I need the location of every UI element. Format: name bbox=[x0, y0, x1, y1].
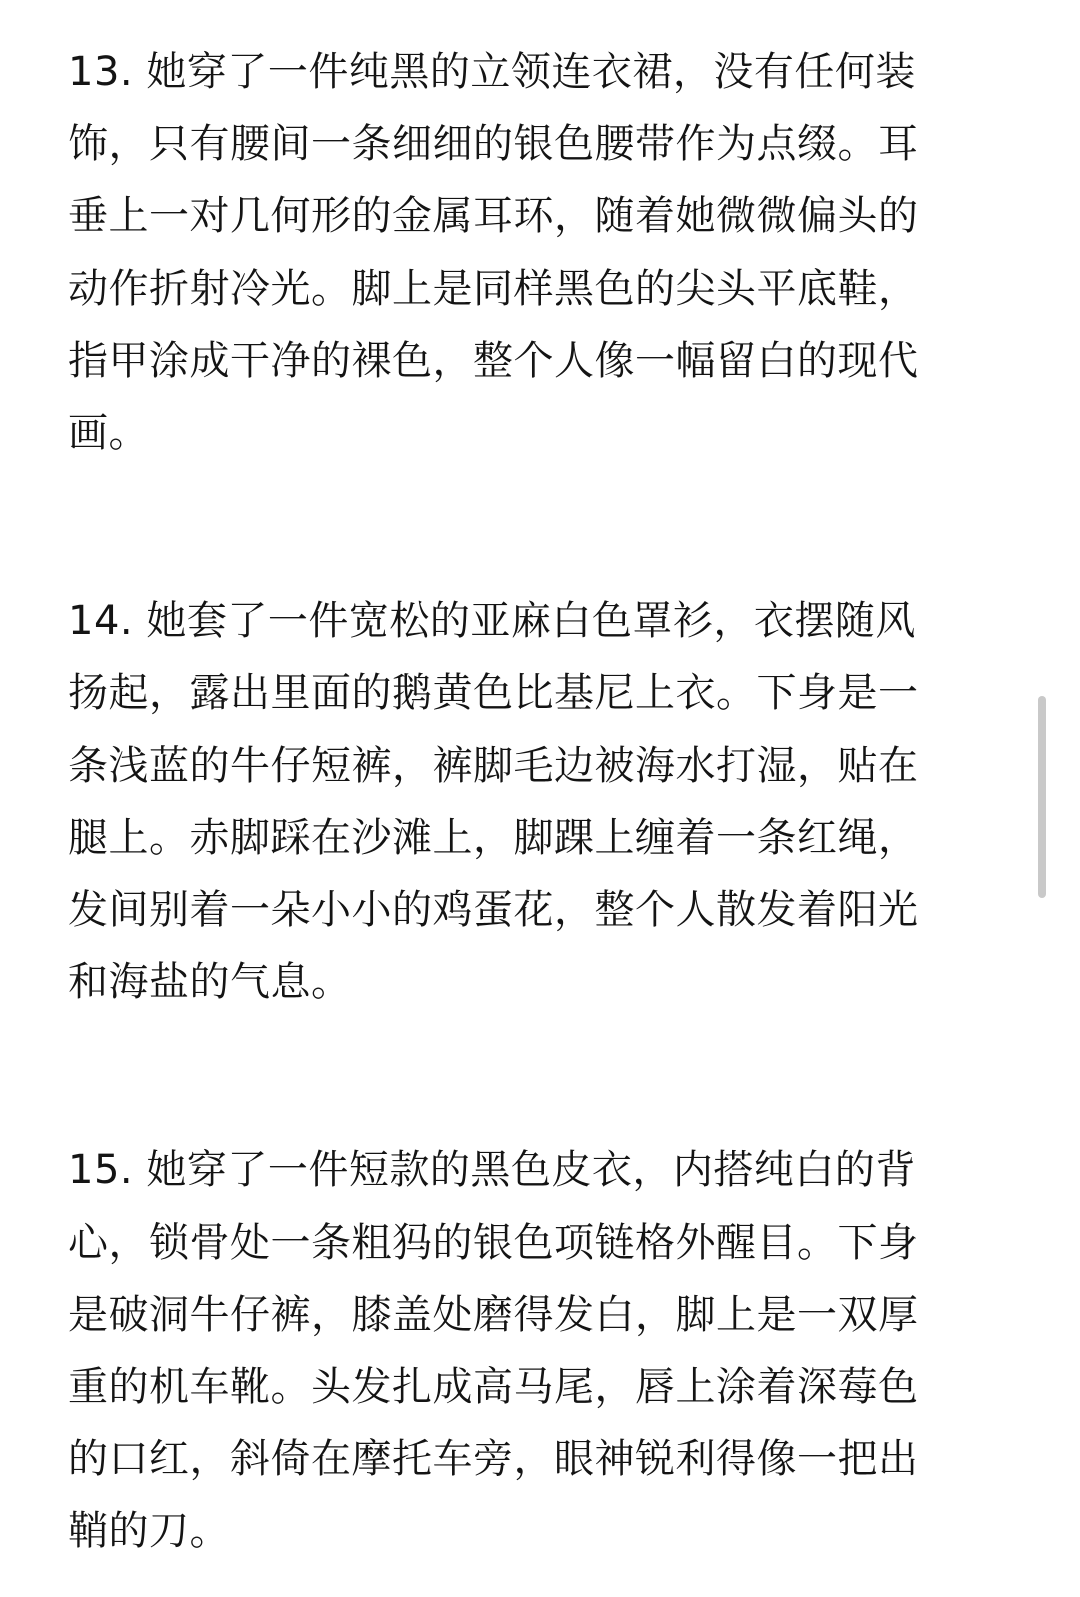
text-line: 是破洞牛仔裤，膝盖处磨得发白，脚上是一双厚 bbox=[68, 1291, 919, 1338]
text-line: 的口红，斜倚在摩托车旁，眼神锐利得像一把出 bbox=[68, 1436, 919, 1483]
text-line: 重的机车靴。头发扎成高马尾，唇上涂着深莓色 bbox=[68, 1364, 919, 1411]
vertical-scrollbar[interactable] bbox=[1038, 696, 1046, 898]
text-line: 15. 她穿了一件短款的黑色皮衣，内搭纯白的背 bbox=[68, 1147, 916, 1194]
text-line: 扬起，露出里面的鹅黄色比基尼上衣。下身是一 bbox=[68, 670, 919, 717]
paragraph-13 bbox=[68, 36, 998, 469]
paragraph-15 bbox=[68, 1134, 998, 1567]
text-line: 条浅蓝的牛仔短裤，裤脚毛边被海水打湿，贴在 bbox=[68, 742, 919, 789]
text-line: 垂上一对几何形的金属耳环，随着她微微偏头的 bbox=[68, 193, 919, 240]
article-content bbox=[68, 36, 998, 1568]
paragraph-14 bbox=[68, 585, 998, 1018]
text-line: 画。 bbox=[68, 410, 149, 457]
text-line: 指甲涂成干净的裸色，整个人像一幅留白的现代 bbox=[68, 337, 919, 384]
text-line: 腿上。赤脚踩在沙滩上，脚踝上缠着一条红绳， bbox=[68, 814, 919, 861]
text-line: 和海盐的气息。 bbox=[68, 959, 352, 1006]
text-line: 发间别着一朵小小的鸡蛋花，整个人散发着阳光 bbox=[68, 887, 919, 934]
text-line: 动作折射冷光。脚上是同样黑色的尖头平底鞋， bbox=[68, 265, 919, 312]
text-line: 心，锁骨处一条粗犸的银色项链格外醒目。下身 bbox=[68, 1219, 919, 1266]
text-line: 鞘的刀。 bbox=[68, 1508, 230, 1555]
text-line: 13. 她穿了一件纯黑的立领连衣裙，没有任何装 bbox=[68, 49, 916, 95]
text-line: 14. 她套了一件宽松的亚麻白色罩衫，衣摆随风 bbox=[68, 598, 916, 645]
text-line: 饰，只有腰间一条细细的银色腰带作为点缀。耳 bbox=[68, 121, 919, 168]
